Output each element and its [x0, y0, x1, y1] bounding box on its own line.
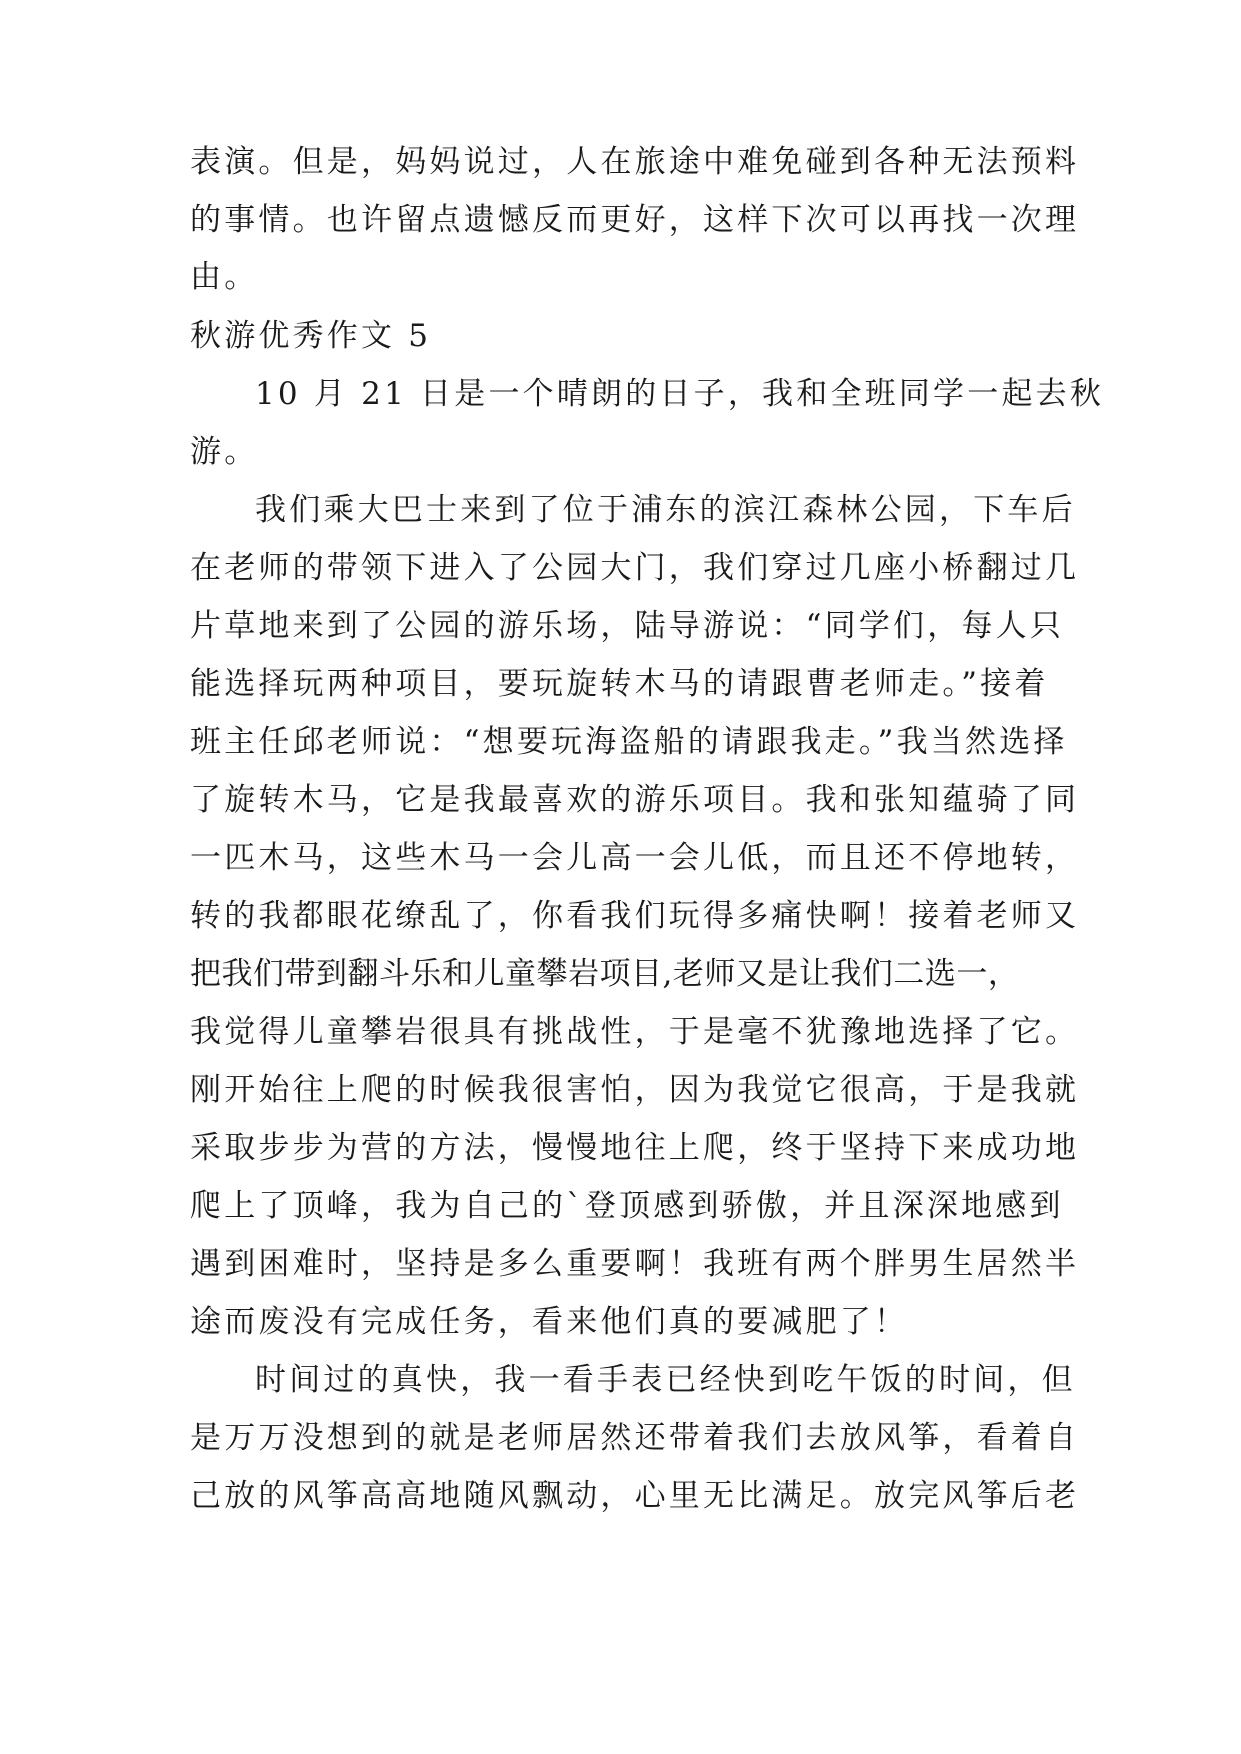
- text-line: 片草地来到了公园的游乐场，陆导游说：“同学们，每人只: [190, 608, 1065, 644]
- text-line: 是万万没想到的就是老师居然还带着我们去放风筝，看着自: [190, 1420, 1080, 1456]
- text-line: 班主任邱老师说：“想要玩海盗船的请跟我走。”我当然选择: [190, 724, 1068, 760]
- text-line: 遇到困难时，坚持是多么重要啊！我班有两个胖男生居然半: [190, 1246, 1080, 1282]
- text-line: 我觉得儿童攀岩很具有挑战性，于是毫不犹豫地选择了它。: [190, 1014, 1080, 1050]
- text-line: 途而废没有完成任务，看来他们真的要减肥了！: [190, 1304, 909, 1340]
- text-line: 转的我都眼花缭乱了，你看我们玩得多痛快啊！接着老师又: [190, 898, 1080, 934]
- text-line: 表演。但是，妈妈说过，人在旅途中难免碰到各种无法预料: [190, 144, 1080, 180]
- section-heading: 秋游优秀作文 5: [190, 318, 432, 354]
- text-line: 爬上了顶峰，我为自己的`登顶感到骄傲，并且深深地感到: [190, 1188, 1064, 1224]
- text-line: 由。: [190, 259, 259, 295]
- paragraph-first-line: 时间过的真快，我一看手表已经快到吃午饭的时间，但: [255, 1362, 1076, 1398]
- text-line: 的事情。也许留点遗憾反而更好，这样下次可以再找一次理: [190, 202, 1080, 238]
- text-line: 一匹木马，这些木马一会儿高一会儿低，而且还不停地转，: [190, 840, 1080, 876]
- text-line: 能选择玩两种项目，要玩旋转木马的请跟曹老师走。”接着: [190, 666, 1049, 702]
- text-line: 了旋转木马，它是我最喜欢的游乐项目。我和张知蕴骑了同: [190, 782, 1080, 818]
- text-line: 己放的风筝高高地随风飘动，心里无比满足。放完风筝后老: [190, 1478, 1080, 1514]
- text-line: 在老师的带领下进入了公园大门，我们穿过几座小桥翻过几: [190, 550, 1080, 586]
- text-line: 刚开始往上爬的时候我很害怕，因为我觉它很高，于是我就: [190, 1072, 1080, 1108]
- text-line: 游。: [190, 434, 259, 470]
- paragraph-first-line: 我们乘大巴士来到了位于浦东的滨江森林公园，下车后: [255, 492, 1076, 528]
- text-line: 把我们带到翻斗乐和儿童攀岩项目,老师又是让我们二选一，: [190, 956, 1020, 992]
- paragraph-first-line: 10 月 21 日是一个晴朗的日子，我和全班同学一起去秋: [255, 376, 1105, 412]
- text-line: 采取步步为营的方法，慢慢地往上爬，终于坚持下来成功地: [190, 1130, 1080, 1166]
